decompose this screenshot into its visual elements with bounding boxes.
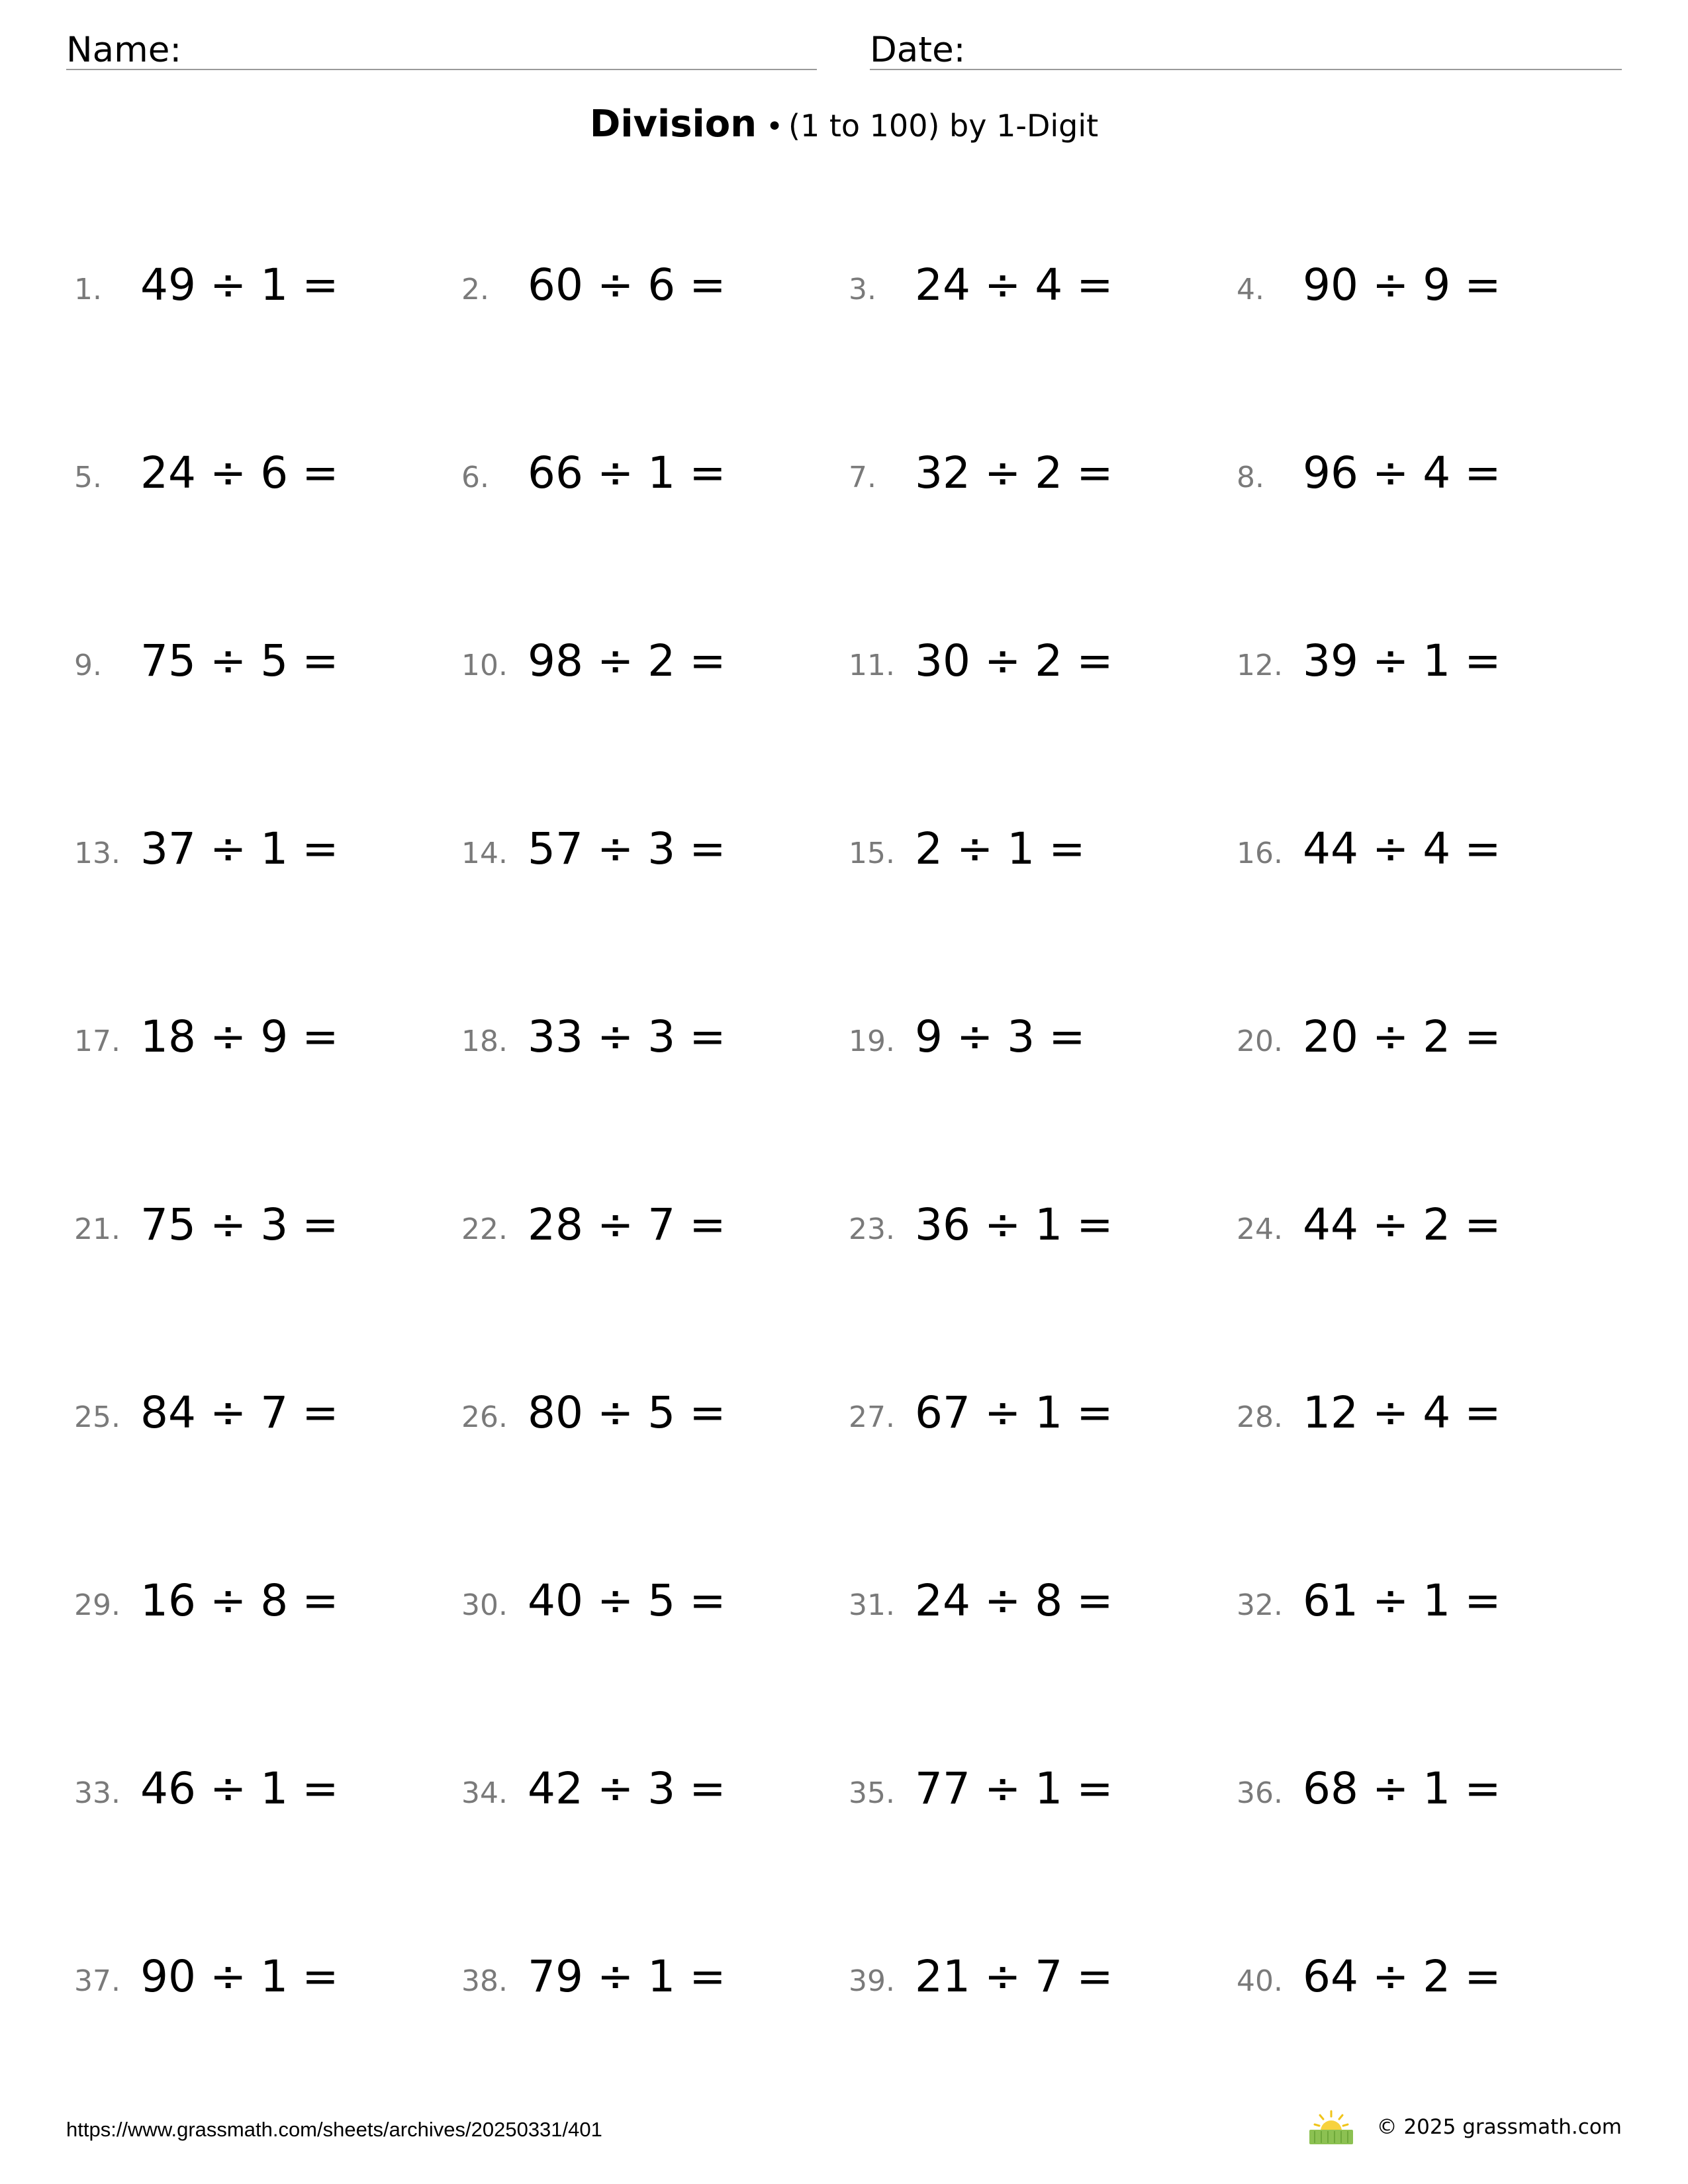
problem-number: 10.: [461, 649, 508, 682]
problem-number: 21.: [74, 1212, 120, 1246]
problem-item: [74, 1013, 445, 1066]
problem-expression: 18 ÷ 9 =: [140, 1011, 339, 1062]
problem-expression: 42 ÷ 3 =: [528, 1763, 726, 1814]
problem-expression: 66 ÷ 1 =: [528, 447, 726, 498]
problem-item: [849, 1388, 1219, 1441]
title-main: Division: [589, 103, 757, 146]
problem-number: 9.: [74, 649, 102, 682]
problem-expression: 80 ÷ 5 =: [528, 1387, 726, 1438]
problem-expression: 64 ÷ 2 =: [1303, 1951, 1501, 2002]
problem-expression: 46 ÷ 1 =: [140, 1763, 339, 1814]
problem-item: [74, 449, 445, 502]
problem-item: [74, 1576, 445, 1629]
problem-expression: 75 ÷ 3 =: [140, 1199, 339, 1250]
problem-item: [461, 1388, 832, 1441]
problem-item: [849, 1201, 1219, 1253]
problem-number: 30.: [461, 1588, 508, 1622]
problem-expression: 20 ÷ 2 =: [1303, 1011, 1501, 1062]
problem-item: [1237, 1764, 1607, 1817]
problem-expression: 39 ÷ 1 =: [1303, 635, 1501, 686]
problem-item: [1237, 1201, 1607, 1253]
problem-expression: 24 ÷ 4 =: [915, 259, 1113, 310]
problem-number: 3.: [849, 273, 876, 306]
problem-number: 18.: [461, 1024, 508, 1058]
problem-expression: 96 ÷ 4 =: [1303, 447, 1501, 498]
problem-number: 8.: [1237, 461, 1264, 494]
problem-item: [461, 637, 832, 690]
problem-number: 35.: [849, 1776, 895, 1810]
problem-item: [1237, 1013, 1607, 1066]
problem-number: 14.: [461, 837, 508, 870]
problem-item: [1237, 1952, 1607, 2005]
problem-expression: 49 ÷ 1 =: [140, 259, 339, 310]
problem-number: 12.: [1237, 649, 1283, 682]
problem-expression: 12 ÷ 4 =: [1303, 1387, 1501, 1438]
problem-item: [1237, 449, 1607, 502]
problem-item: [1237, 1576, 1607, 1629]
problem-number: 24.: [1237, 1212, 1283, 1246]
problem-number: 31.: [849, 1588, 895, 1622]
problem-item: [1237, 261, 1607, 314]
problem-expression: 67 ÷ 1 =: [915, 1387, 1113, 1438]
problem-expression: 44 ÷ 4 =: [1303, 823, 1501, 874]
problem-expression: 2 ÷ 1 =: [915, 823, 1086, 874]
problem-item: [1237, 1388, 1607, 1441]
sun-over-grass-icon: [1308, 2109, 1354, 2146]
problem-number: 28.: [1237, 1400, 1283, 1434]
problem-number: 23.: [849, 1212, 895, 1246]
problem-item: [74, 1388, 445, 1441]
problem-expression: 9 ÷ 3 =: [915, 1011, 1086, 1062]
problem-item: [461, 825, 832, 878]
problem-item: [461, 1576, 832, 1629]
problem-number: 11.: [849, 649, 895, 682]
problem-expression: 32 ÷ 2 =: [915, 447, 1113, 498]
problem-item: [74, 261, 445, 314]
problem-number: 29.: [74, 1588, 120, 1622]
problem-number: 20.: [1237, 1024, 1283, 1058]
problem-number: 1.: [74, 273, 102, 306]
copyright-text: © 2025 grassmath.com: [1376, 2115, 1622, 2139]
title-subtitle: (1 to 100) by 1-Digit: [788, 108, 1099, 144]
problem-item: [849, 1952, 1219, 2005]
problem-number: 19.: [849, 1024, 895, 1058]
problem-number: 13.: [74, 837, 120, 870]
problem-item: [461, 1764, 832, 1817]
problem-item: [1237, 637, 1607, 690]
problem-number: 32.: [1237, 1588, 1283, 1622]
problem-expression: 21 ÷ 7 =: [915, 1951, 1113, 2002]
problem-expression: 24 ÷ 8 =: [915, 1575, 1113, 1626]
problem-expression: 33 ÷ 3 =: [528, 1011, 726, 1062]
problem-expression: 90 ÷ 9 =: [1303, 259, 1501, 310]
problem-number: 38.: [461, 1964, 508, 1998]
problem-expression: 44 ÷ 2 =: [1303, 1199, 1501, 1250]
problem-item: [74, 1952, 445, 2005]
problem-number: 22.: [461, 1212, 508, 1246]
problem-expression: 79 ÷ 1 =: [528, 1951, 726, 2002]
problem-number: 39.: [849, 1964, 895, 1998]
footer-url: https://www.grassmath.com/sheets/archives/20250331/401: [66, 2118, 602, 2141]
problem-expression: 84 ÷ 7 =: [140, 1387, 339, 1438]
problem-number: 40.: [1237, 1964, 1283, 1998]
problem-number: 6.: [461, 461, 489, 494]
problem-number: 34.: [461, 1776, 508, 1810]
problem-expression: 60 ÷ 6 =: [528, 259, 726, 310]
problem-expression: 24 ÷ 6 =: [140, 447, 339, 498]
problem-number: 5.: [74, 461, 102, 494]
problem-item: [849, 637, 1219, 690]
problem-item: [849, 825, 1219, 878]
problem-item: [849, 261, 1219, 314]
problem-number: 7.: [849, 461, 876, 494]
problem-item: [74, 637, 445, 690]
problem-item: [849, 1764, 1219, 1817]
problem-expression: 40 ÷ 5 =: [528, 1575, 726, 1626]
problem-item: [461, 1201, 832, 1253]
problem-expression: 75 ÷ 5 =: [140, 635, 339, 686]
problem-number: 16.: [1237, 837, 1283, 870]
problem-number: 33.: [74, 1776, 120, 1810]
problem-item: [74, 1764, 445, 1817]
problem-item: [849, 449, 1219, 502]
problem-number: 2.: [461, 273, 489, 306]
problem-number: 27.: [849, 1400, 895, 1434]
problem-item: [461, 449, 832, 502]
footer-brand: [1308, 2107, 1622, 2147]
problem-number: 4.: [1237, 273, 1264, 306]
problem-expression: 57 ÷ 3 =: [528, 823, 726, 874]
problem-number: 25.: [74, 1400, 120, 1434]
problem-number: 26.: [461, 1400, 508, 1434]
title-separator: •: [766, 110, 784, 144]
problem-expression: 28 ÷ 7 =: [528, 1199, 726, 1250]
name-label: Name:: [66, 30, 182, 70]
problem-number: 17.: [74, 1024, 120, 1058]
problem-item: [461, 261, 832, 314]
problem-expression: 68 ÷ 1 =: [1303, 1763, 1501, 1814]
problem-item: [849, 1013, 1219, 1066]
problem-expression: 98 ÷ 2 =: [528, 635, 726, 686]
problem-item: [849, 1576, 1219, 1629]
problem-item: [461, 1013, 832, 1066]
problem-expression: 77 ÷ 1 =: [915, 1763, 1113, 1814]
problem-item: [1237, 825, 1607, 878]
problem-expression: 37 ÷ 1 =: [140, 823, 339, 874]
problem-expression: 16 ÷ 8 =: [140, 1575, 339, 1626]
problem-number: 36.: [1237, 1776, 1283, 1810]
problem-number: 37.: [74, 1964, 120, 1998]
problem-expression: 30 ÷ 2 =: [915, 635, 1113, 686]
problem-number: 15.: [849, 837, 895, 870]
problem-expression: 36 ÷ 1 =: [915, 1199, 1113, 1250]
problem-expression: 61 ÷ 1 =: [1303, 1575, 1501, 1626]
problem-item: [74, 1201, 445, 1253]
problem-item: [461, 1952, 832, 2005]
date-label: Date:: [870, 30, 966, 70]
problem-expression: 90 ÷ 1 =: [140, 1951, 339, 2002]
problem-item: [74, 825, 445, 878]
